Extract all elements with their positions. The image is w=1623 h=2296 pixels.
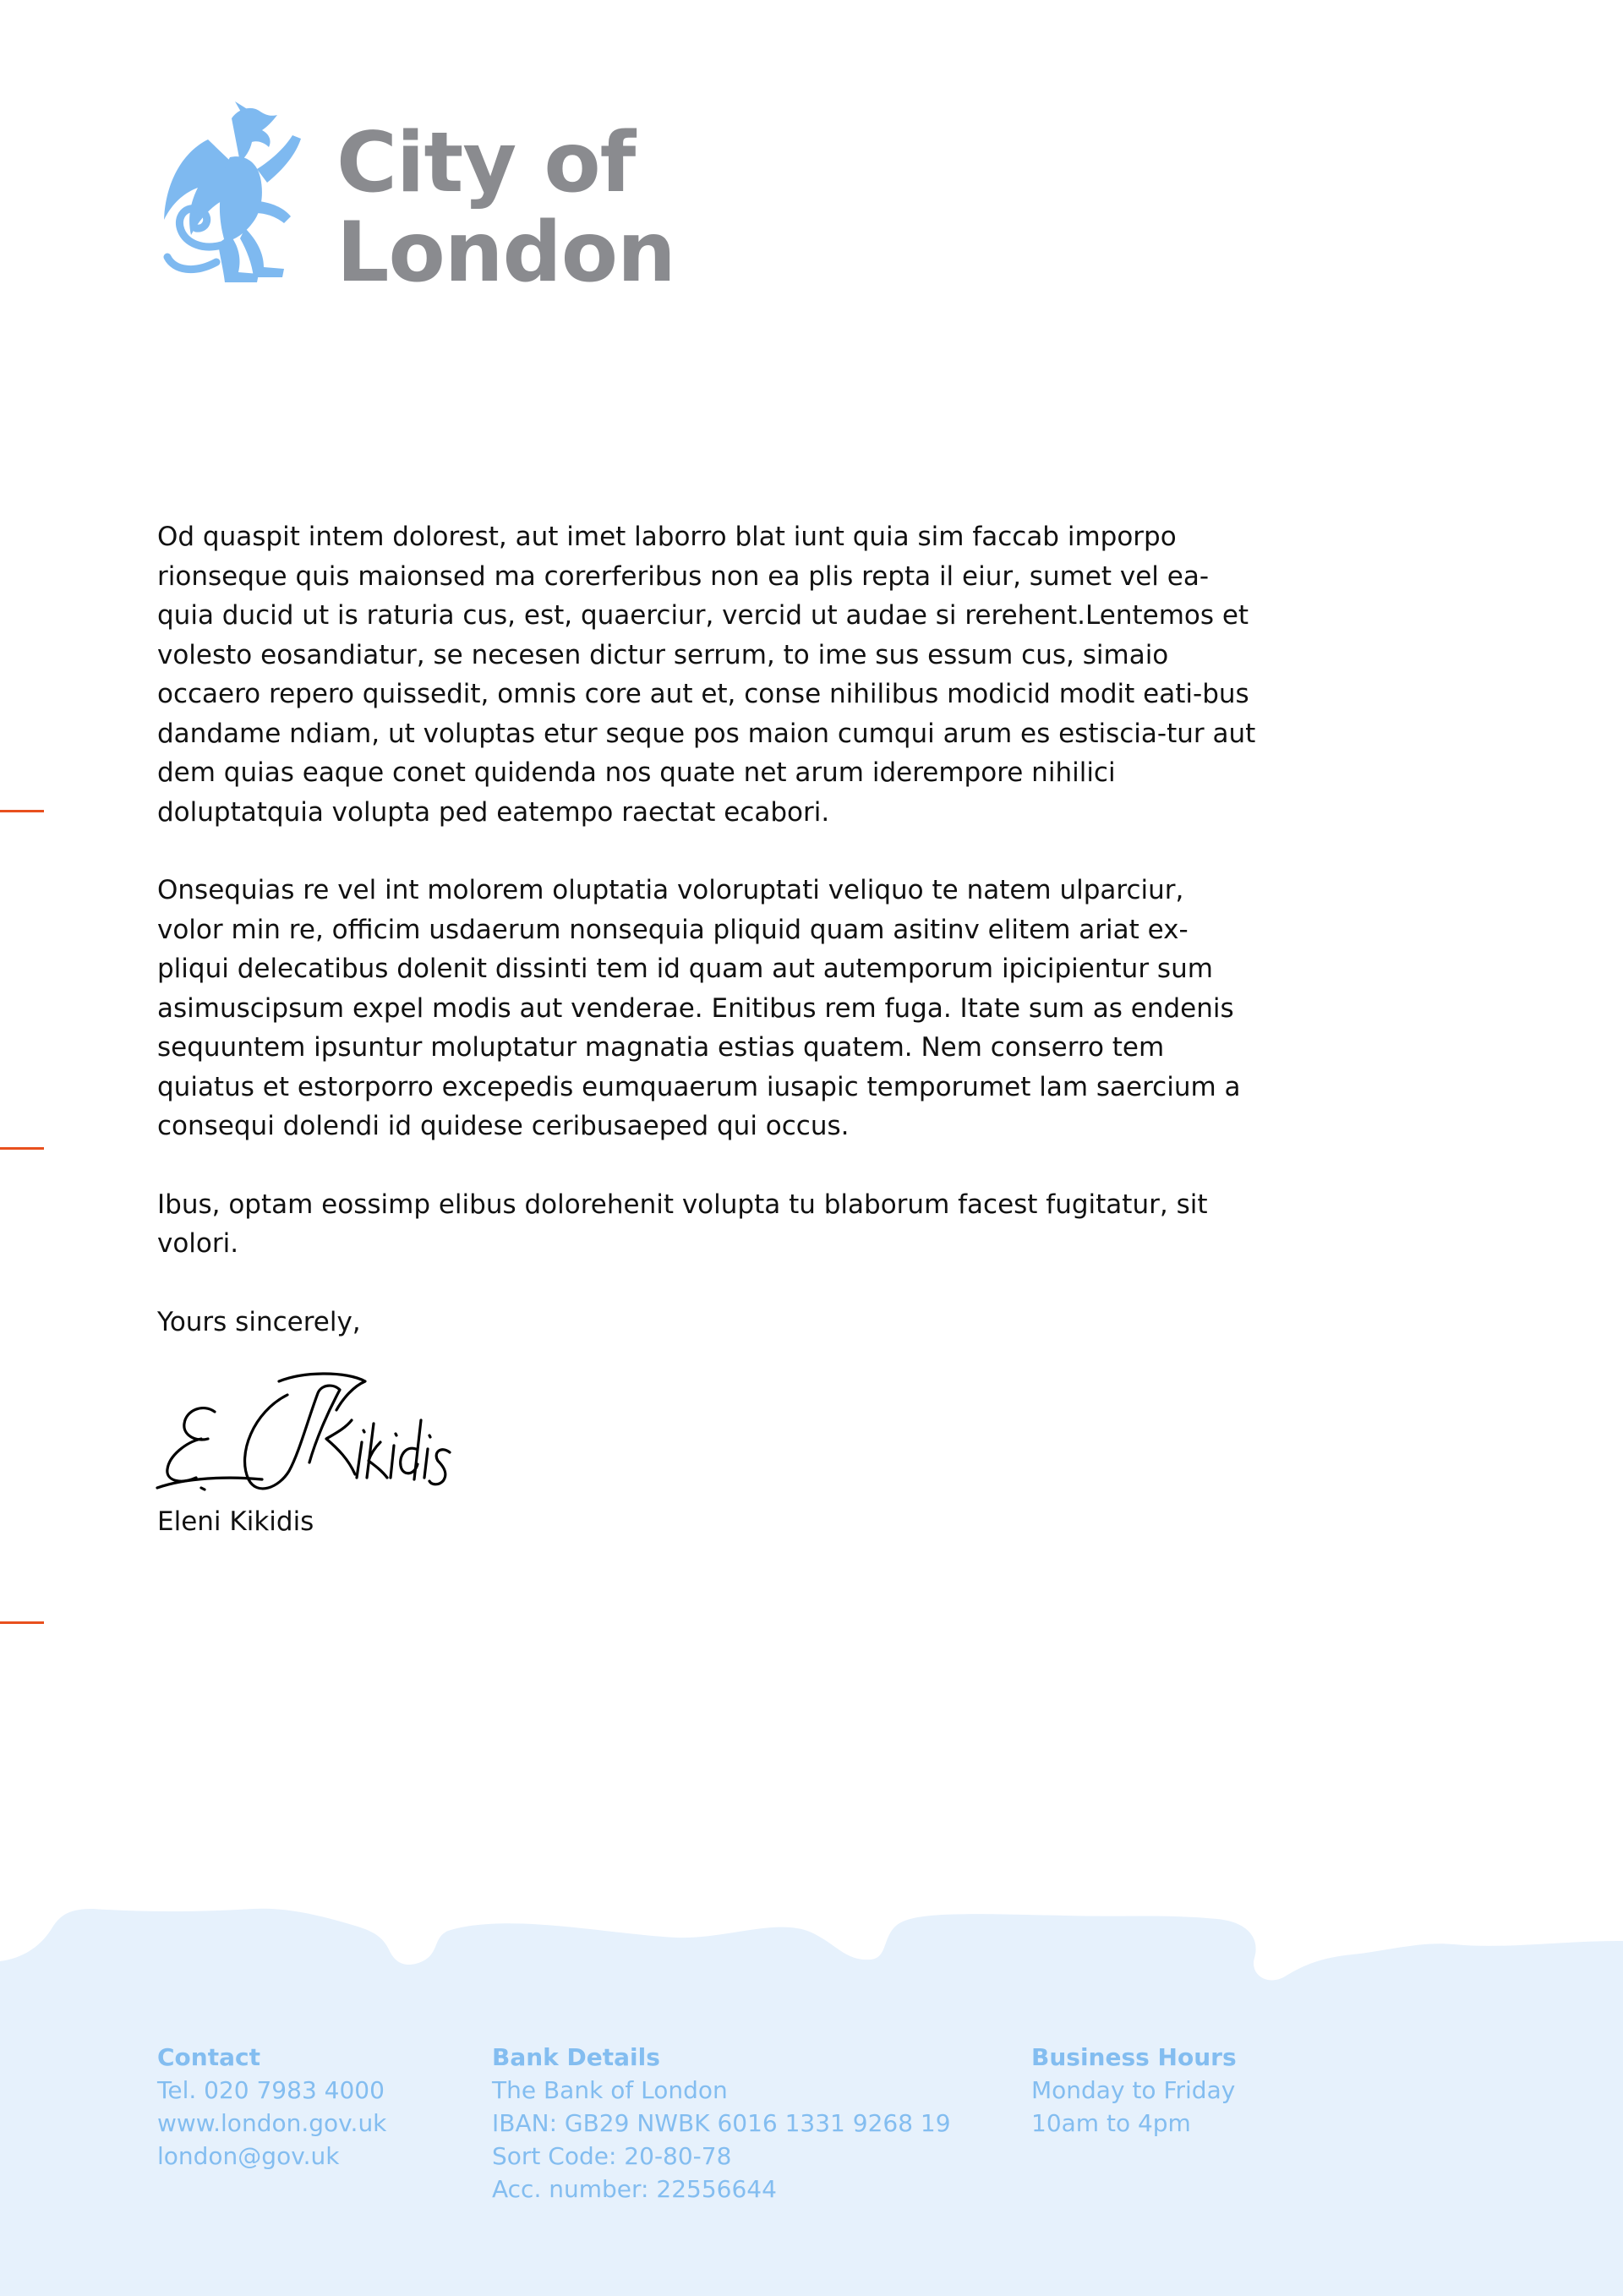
footer-hours-days: Monday to Friday [1031, 2076, 1236, 2104]
footer-business-hours [1031, 2041, 1237, 2140]
fold-mark-middle [0, 1147, 44, 1150]
footer-bank-heading: Bank Details [492, 2043, 660, 2071]
city-of-london-logo [157, 101, 681, 301]
griffin-dragon-icon [157, 101, 326, 296]
letter-paragraph-3: Ibus, optam eossimp elibus dolorehenit volupta tu blaborum facest fugitatur, sit volori. [157, 1189, 1208, 1259]
footer-contact-tel[interactable]: Tel. 020 7983 4000 [157, 2076, 385, 2104]
fold-mark-top [0, 810, 44, 812]
letter-closing: Yours sincerely, [157, 1306, 361, 1337]
logo-line-1: City of [336, 115, 636, 211]
handwritten-signature [152, 1361, 456, 1505]
logo-wordmark [336, 115, 675, 301]
footer-bank-sort-code: Sort Code: 20-80-78 [492, 2142, 732, 2170]
signer-name: Eleni Kikidis [157, 1506, 314, 1537]
footer-contact-web[interactable]: www.london.gov.uk [157, 2109, 387, 2137]
letter-body [157, 517, 1256, 1380]
footer-bank-details [492, 2041, 951, 2206]
letter-paragraph-2: Onsequias re vel int molorem oluptatia voloruptati veliquo te natem ulparciur, volor min re, officim usdaerum nonsequia pliquid quam asitinv elitem ariat ex-pliqui delecatibus dolenit dissinti tem id quam aut autemporum ipicipientur sum asimuscipsum expel modis aut venderae. Enitibus rem fuga. Itate sum as endenis sequuntem ipsuntur moluptatur magnatia estias quatem. Nem conserro tem quiatus et estorporro excepedis eumquaerum iusapic temporumet lam saercium a consequi dolendi id quidese ceribusaeped qui occus. [157, 875, 1241, 1141]
footer-bank-name: The Bank of London [492, 2076, 728, 2104]
footer-contact-email[interactable]: london@gov.uk [157, 2142, 340, 2170]
footer-bank-iban: IBAN: GB29 NWBK 6016 1331 9268 19 [492, 2109, 951, 2137]
footer-hours-heading: Business Hours [1031, 2043, 1237, 2071]
letter-paragraph-1: Od quaspit intem dolorest, aut imet laborro blat iunt quia sim faccab imporpo rionseque quis maionsed ma corerferibus non ea plis repta il eiur, sumet vel ea-quia ducid ut is raturia cus, est, quaerciur, vercid ut audae si rerehent.Lentemos et volesto eosandiatur, se necesen dictur serrum, to ime sus essum cus, simaio occaero repero quissedit, omnis core aut et, conse nihilibus modicid modit eati-bus dandame ndiam, ut voluptas etur seque pos maion cumqui arum es estiscia-tur aut dem quias eaque conet quidenda nos quate net arum iderempore nihilici doluptatquia volupta ped eatempo raectat ecabori. [157, 522, 1256, 828]
footer-hours-times: 10am to 4pm [1031, 2109, 1191, 2137]
footer-bank-account: Acc. number: 22556644 [492, 2175, 777, 2203]
logo-line-2: London [336, 205, 675, 301]
footer-contact-heading: Contact [157, 2043, 260, 2071]
fold-mark-bottom [0, 1621, 44, 1624]
footer-contact [157, 2041, 386, 2173]
